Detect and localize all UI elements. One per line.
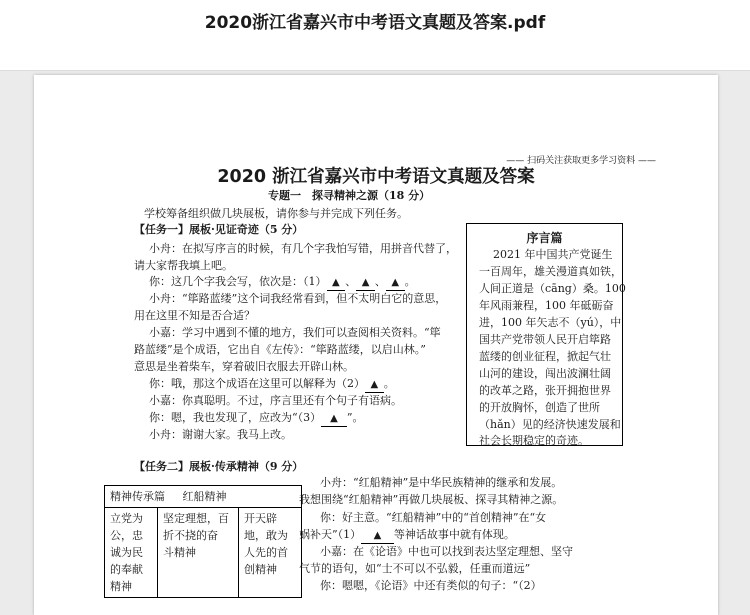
task1-line: 用在这里不知是否合适？ [134, 309, 255, 322]
task2-line: 气节的语句，如“士不可以不弘毅，任重而道远” [299, 562, 531, 575]
preface-line: （hǎn）见的经济快速发展和 [479, 418, 621, 431]
page-title: 2020 浙江省嘉兴市中考语文真题及答案 [217, 167, 535, 187]
spirit-table [104, 485, 302, 598]
cell-line: 折不挠的奋 [163, 529, 218, 542]
task2-line: 小嘉：在《论语》中也可以找到表达坚定理想、坚守 [320, 545, 573, 558]
answer-blank[interactable] [321, 411, 347, 427]
task1-line-text: 你：嗯，我也发现了，应改为“（3） [149, 411, 322, 424]
task2-line: 小舟：“红船精神”是中华民族精神的继承和发展。 [320, 476, 563, 489]
preface-box [466, 223, 626, 447]
line-end: 。 [404, 275, 416, 288]
task2-line: 你：嗯嗯，《论语》中还有类似的句子：“（2） [320, 579, 542, 592]
task1-line-text: 你：哦，那这个成语在这里可以解释为（2） [149, 377, 365, 390]
preface-line: 一百周年，雄关漫道真如铁， [479, 265, 622, 278]
blank-marker: ▲ [373, 530, 382, 541]
blank-marker: ▲ [391, 277, 400, 288]
preface-title: 序言篇 [526, 231, 563, 245]
file-title: 2020浙江省嘉兴市中考语文真题及答案.pdf [204, 13, 546, 33]
header-note: —— 扫码关注获取更多学习资料 —— [506, 156, 656, 166]
cell-line: 斗精神 [163, 546, 196, 559]
line-end: ”。 [346, 411, 364, 424]
cell-line: 诚为民 [110, 546, 143, 559]
preface-line: 2021 年中国共产党诞生 [493, 248, 613, 261]
task2-line: 你：好主意。“红船精神”中的“首创精神”在“女 [320, 511, 547, 524]
cell-line: 地，敢为 [244, 529, 288, 542]
task1-line: 小舟：“筚路蓝缕”这个词我经常看到，但不太明白它的意思， [149, 292, 447, 305]
cell-line: 坚定理想，百 [163, 512, 229, 525]
cell-line: 精神 [110, 580, 132, 593]
task1-line: 小嘉：学习中遇到不懂的地方，我们可以查阅相关资料。“筚 [149, 326, 441, 339]
task1-line [149, 411, 363, 427]
answer-blank[interactable] [365, 377, 384, 393]
task1-line: 意思是坐着柴车，穿着破旧衣服去开辟山林。 [134, 360, 354, 373]
table-cell [239, 508, 302, 598]
table-header-b: 红船精神 [182, 490, 227, 503]
task1-line [149, 377, 395, 393]
preface-line: 进，100 年矢志不（yú），中 [479, 316, 622, 329]
table-header [105, 486, 302, 508]
answer-blank[interactable] [327, 275, 346, 291]
task2-line: 我想围绕“红船精神”再做几块展板、探寻其精神之源。 [299, 493, 564, 506]
preface-line: 的改革之路，张开拥抱世界 [479, 384, 611, 397]
cell-line: 公，忠 [110, 529, 143, 542]
line-end: 。 [383, 377, 395, 390]
task1-line [149, 275, 416, 291]
answer-blank[interactable] [361, 528, 394, 544]
preface-line: 山河的建设，闯出波澜壮阔 [479, 367, 611, 380]
cell-line: 立党为 [110, 512, 143, 525]
task2-line-tail: 等神话故事中就有体现。 [393, 528, 515, 541]
cell-line: 开天辟 [244, 512, 277, 525]
task1-line: 小嘉：你真聪明。不过，序言里还有个句子有语病。 [149, 394, 402, 407]
task1-line: 请大家帮我填上吧。 [134, 259, 233, 272]
task1-line-text: 你：这几个字我会写，依次是：（1） [149, 275, 327, 288]
task1-heading: 【任务一】展板·见证奇迹（5 分） [134, 223, 304, 236]
task2-line [299, 528, 515, 544]
task2-heading: 【任务二】展板·传承精神（9 分） [134, 460, 304, 473]
task1-line: 小舟：谢谢大家。我马上改。 [149, 428, 292, 441]
table-cell [158, 508, 239, 598]
preface-line: 的开放胸怀，创造了世所 [479, 401, 600, 414]
preface-line: 年风雨兼程，100 年砥砺奋 [479, 299, 614, 312]
viewer-toolbar [0, 0, 750, 71]
blank-marker: ▲ [370, 379, 379, 390]
table-cell [105, 508, 158, 598]
preface-line: 人间正道是（cāng）桑。100 [479, 282, 626, 295]
answer-blank[interactable] [356, 275, 375, 291]
preface-line: 社会长期稳定的奇迹。 [479, 434, 589, 447]
pdf-page [34, 75, 718, 615]
task2-line-text: 娲补天”（1） [299, 528, 362, 541]
blank-separator: 、 [345, 275, 357, 288]
cell-line: 人先的首 [244, 546, 288, 559]
cell-line: 的奉献 [110, 563, 143, 576]
topic-heading: 专题一 探寻精神之源（18 分） [268, 189, 431, 202]
blank-separator: 、 [374, 275, 386, 288]
blank-marker: ▲ [330, 413, 338, 424]
table-header-a: 精神传承篇 [110, 490, 165, 503]
preface-line: 蓝缕的创业征程，掀起气壮 [479, 350, 611, 363]
intro-text: 学校筹备组织做几块展板，请你参与并完成下列任务。 [144, 207, 408, 220]
blank-marker: ▲ [332, 277, 340, 288]
answer-blank[interactable] [386, 275, 405, 291]
task1-line: 路蓝缕”是个成语，它出自《左传》：“筚路蓝缕，以启山林。” [134, 343, 426, 356]
cell-line: 创精神 [244, 563, 277, 576]
blank-marker: ▲ [361, 277, 370, 288]
task1-line: 小舟：在拟写序言的时候，有几个字我怕写错，用拼音代替了， [149, 242, 457, 255]
preface-line: 国共产党带领人民开启筚路 [479, 333, 611, 346]
